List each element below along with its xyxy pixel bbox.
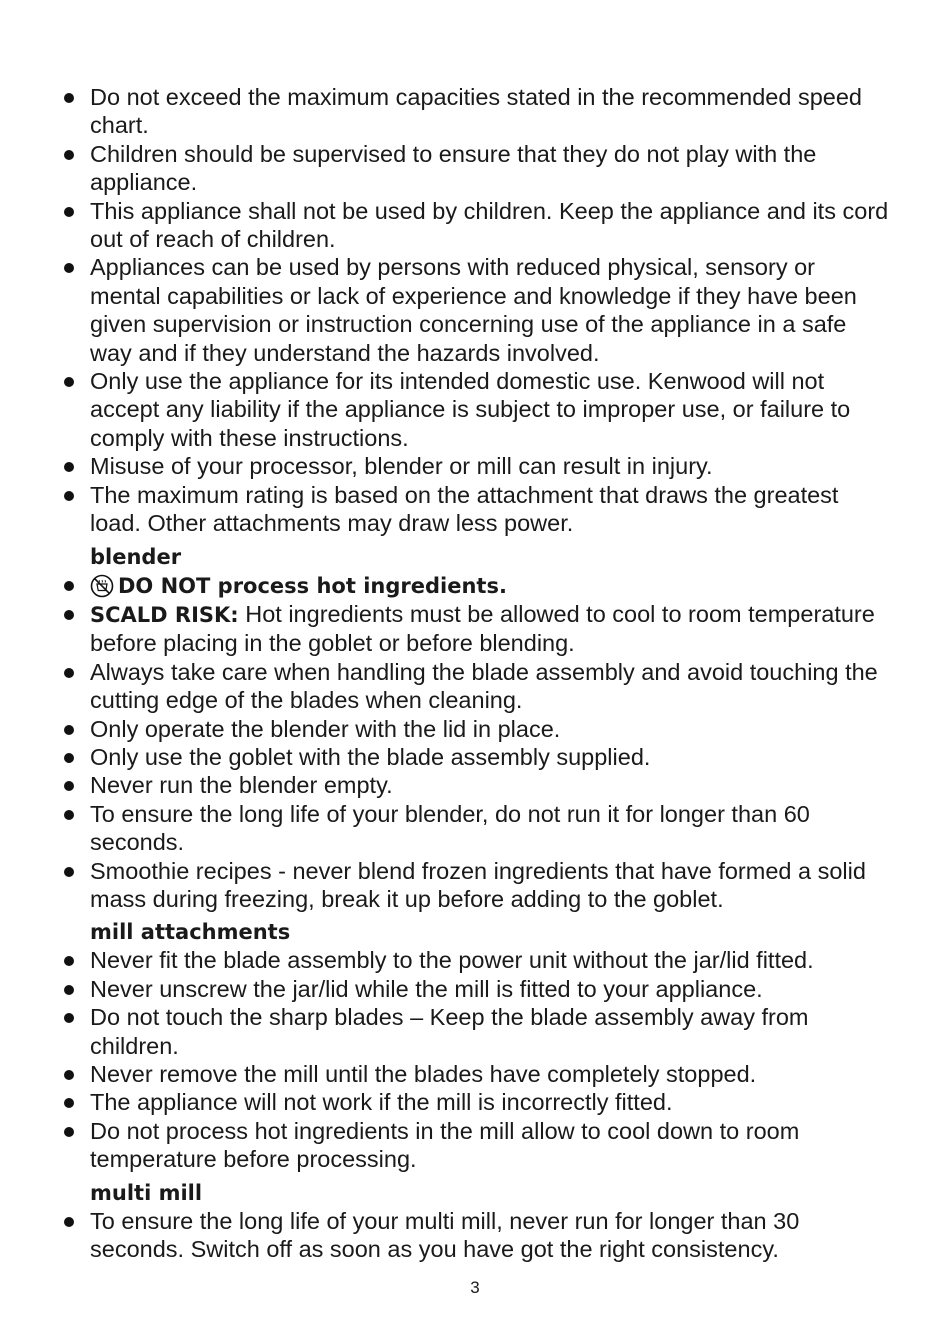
blender-safety-list <box>62 571 892 914</box>
list-item: Never fit the blade assembly to the power unit without the jar/lid fitted. <box>62 946 892 974</box>
list-item: Smoothie recipes - never blend frozen ingredients that have formed a solid mass during freezing, break it up before adding to the goblet. <box>62 857 892 914</box>
list-item: Misuse of your processor, blender or mill can result in injury. <box>62 452 892 480</box>
blender-heading: blender <box>90 544 182 569</box>
bullet <box>64 810 74 820</box>
list-item: Only use the goblet with the blade assembly supplied. <box>62 743 892 771</box>
mill-attachments-list <box>62 946 892 1173</box>
page-content <box>62 83 892 1263</box>
list-item: Only operate the blender with the lid in place. <box>62 715 892 743</box>
mill-attachments-heading: mill attachments <box>90 920 291 945</box>
bullet <box>64 781 74 791</box>
hot-warning-text: DO NOT process hot ingredients. <box>118 573 507 598</box>
general-safety-list <box>62 83 892 538</box>
list-item: Appliances can be used by persons with reduced physical, sensory or mental capabilities or lack of experience and knowledge if they have been given supervision or instruction concerning use of the appliance in a safe way and if they understand the hazards involved. <box>62 253 892 367</box>
bullet <box>64 610 74 620</box>
multi-mill-heading: multi mill <box>90 1180 203 1205</box>
bullet <box>64 1127 74 1137</box>
list-item: Never unscrew the jar/lid while the mill is fitted to your appliance. <box>62 975 892 1003</box>
list-item: Children should be supervised to ensure that they do not play with the appliance. <box>62 140 892 197</box>
no-hot-ingredients-icon <box>90 574 114 598</box>
bullet <box>64 985 74 995</box>
bullet <box>64 1098 74 1108</box>
list-item: To ensure the long life of your multi mill, never run for longer than 30 seconds. Switch off as soon as you have got the right consistency. <box>62 1207 892 1264</box>
list-item: The appliance will not work if the mill is incorrectly fitted. <box>62 1088 892 1116</box>
bullet <box>64 462 74 472</box>
list-item-scald-risk: SCALD RISK: Hot ingredients must be allowed to cool to room temperature before placing in the goblet or before blending. <box>62 600 892 658</box>
list-item: Always take care when handling the blade assembly and avoid touching the cutting edge of the blades when cleaning. <box>62 658 892 715</box>
list-item: Do not touch the sharp blades – Keep the blade assembly away from children. <box>62 1003 892 1060</box>
list-item: This appliance shall not be used by children. Keep the appliance and its cord out of reach of children. <box>62 197 892 254</box>
bullet <box>64 1070 74 1080</box>
bullet <box>64 207 74 217</box>
bullet <box>64 725 74 735</box>
bullet <box>64 668 74 678</box>
multi-mill-list <box>62 1207 892 1264</box>
list-item: To ensure the long life of your blender, do not run it for longer than 60 seconds. <box>62 800 892 857</box>
bullet <box>64 956 74 966</box>
bullet <box>64 1013 74 1023</box>
list-item-hot-warning <box>62 571 892 600</box>
bullet <box>64 377 74 387</box>
list-item: The maximum rating is based on the attachment that draws the greatest load. Other attachments may draw less power. <box>62 481 892 538</box>
bullet <box>64 263 74 273</box>
list-item: Do not exceed the maximum capacities stated in the recommended speed chart. <box>62 83 892 140</box>
bullet <box>64 753 74 763</box>
bullet <box>64 150 74 160</box>
bullet <box>64 491 74 501</box>
list-item: Only use the appliance for its intended domestic use. Kenwood will not accept any liability if the appliance is subject to improper use, or failure to comply with these instructions. <box>62 367 892 452</box>
list-item: Never remove the mill until the blades have completely stopped. <box>62 1060 892 1088</box>
list-item: Do not process hot ingredients in the mill allow to cool down to room temperature before processing. <box>62 1117 892 1174</box>
list-item: Never run the blender empty. <box>62 771 892 799</box>
bullet <box>64 581 74 591</box>
bullet <box>64 93 74 103</box>
bullet <box>64 867 74 877</box>
bullet <box>64 1217 74 1227</box>
scald-risk-label: SCALD RISK: <box>90 602 239 627</box>
page-number: 3 <box>470 1278 480 1297</box>
